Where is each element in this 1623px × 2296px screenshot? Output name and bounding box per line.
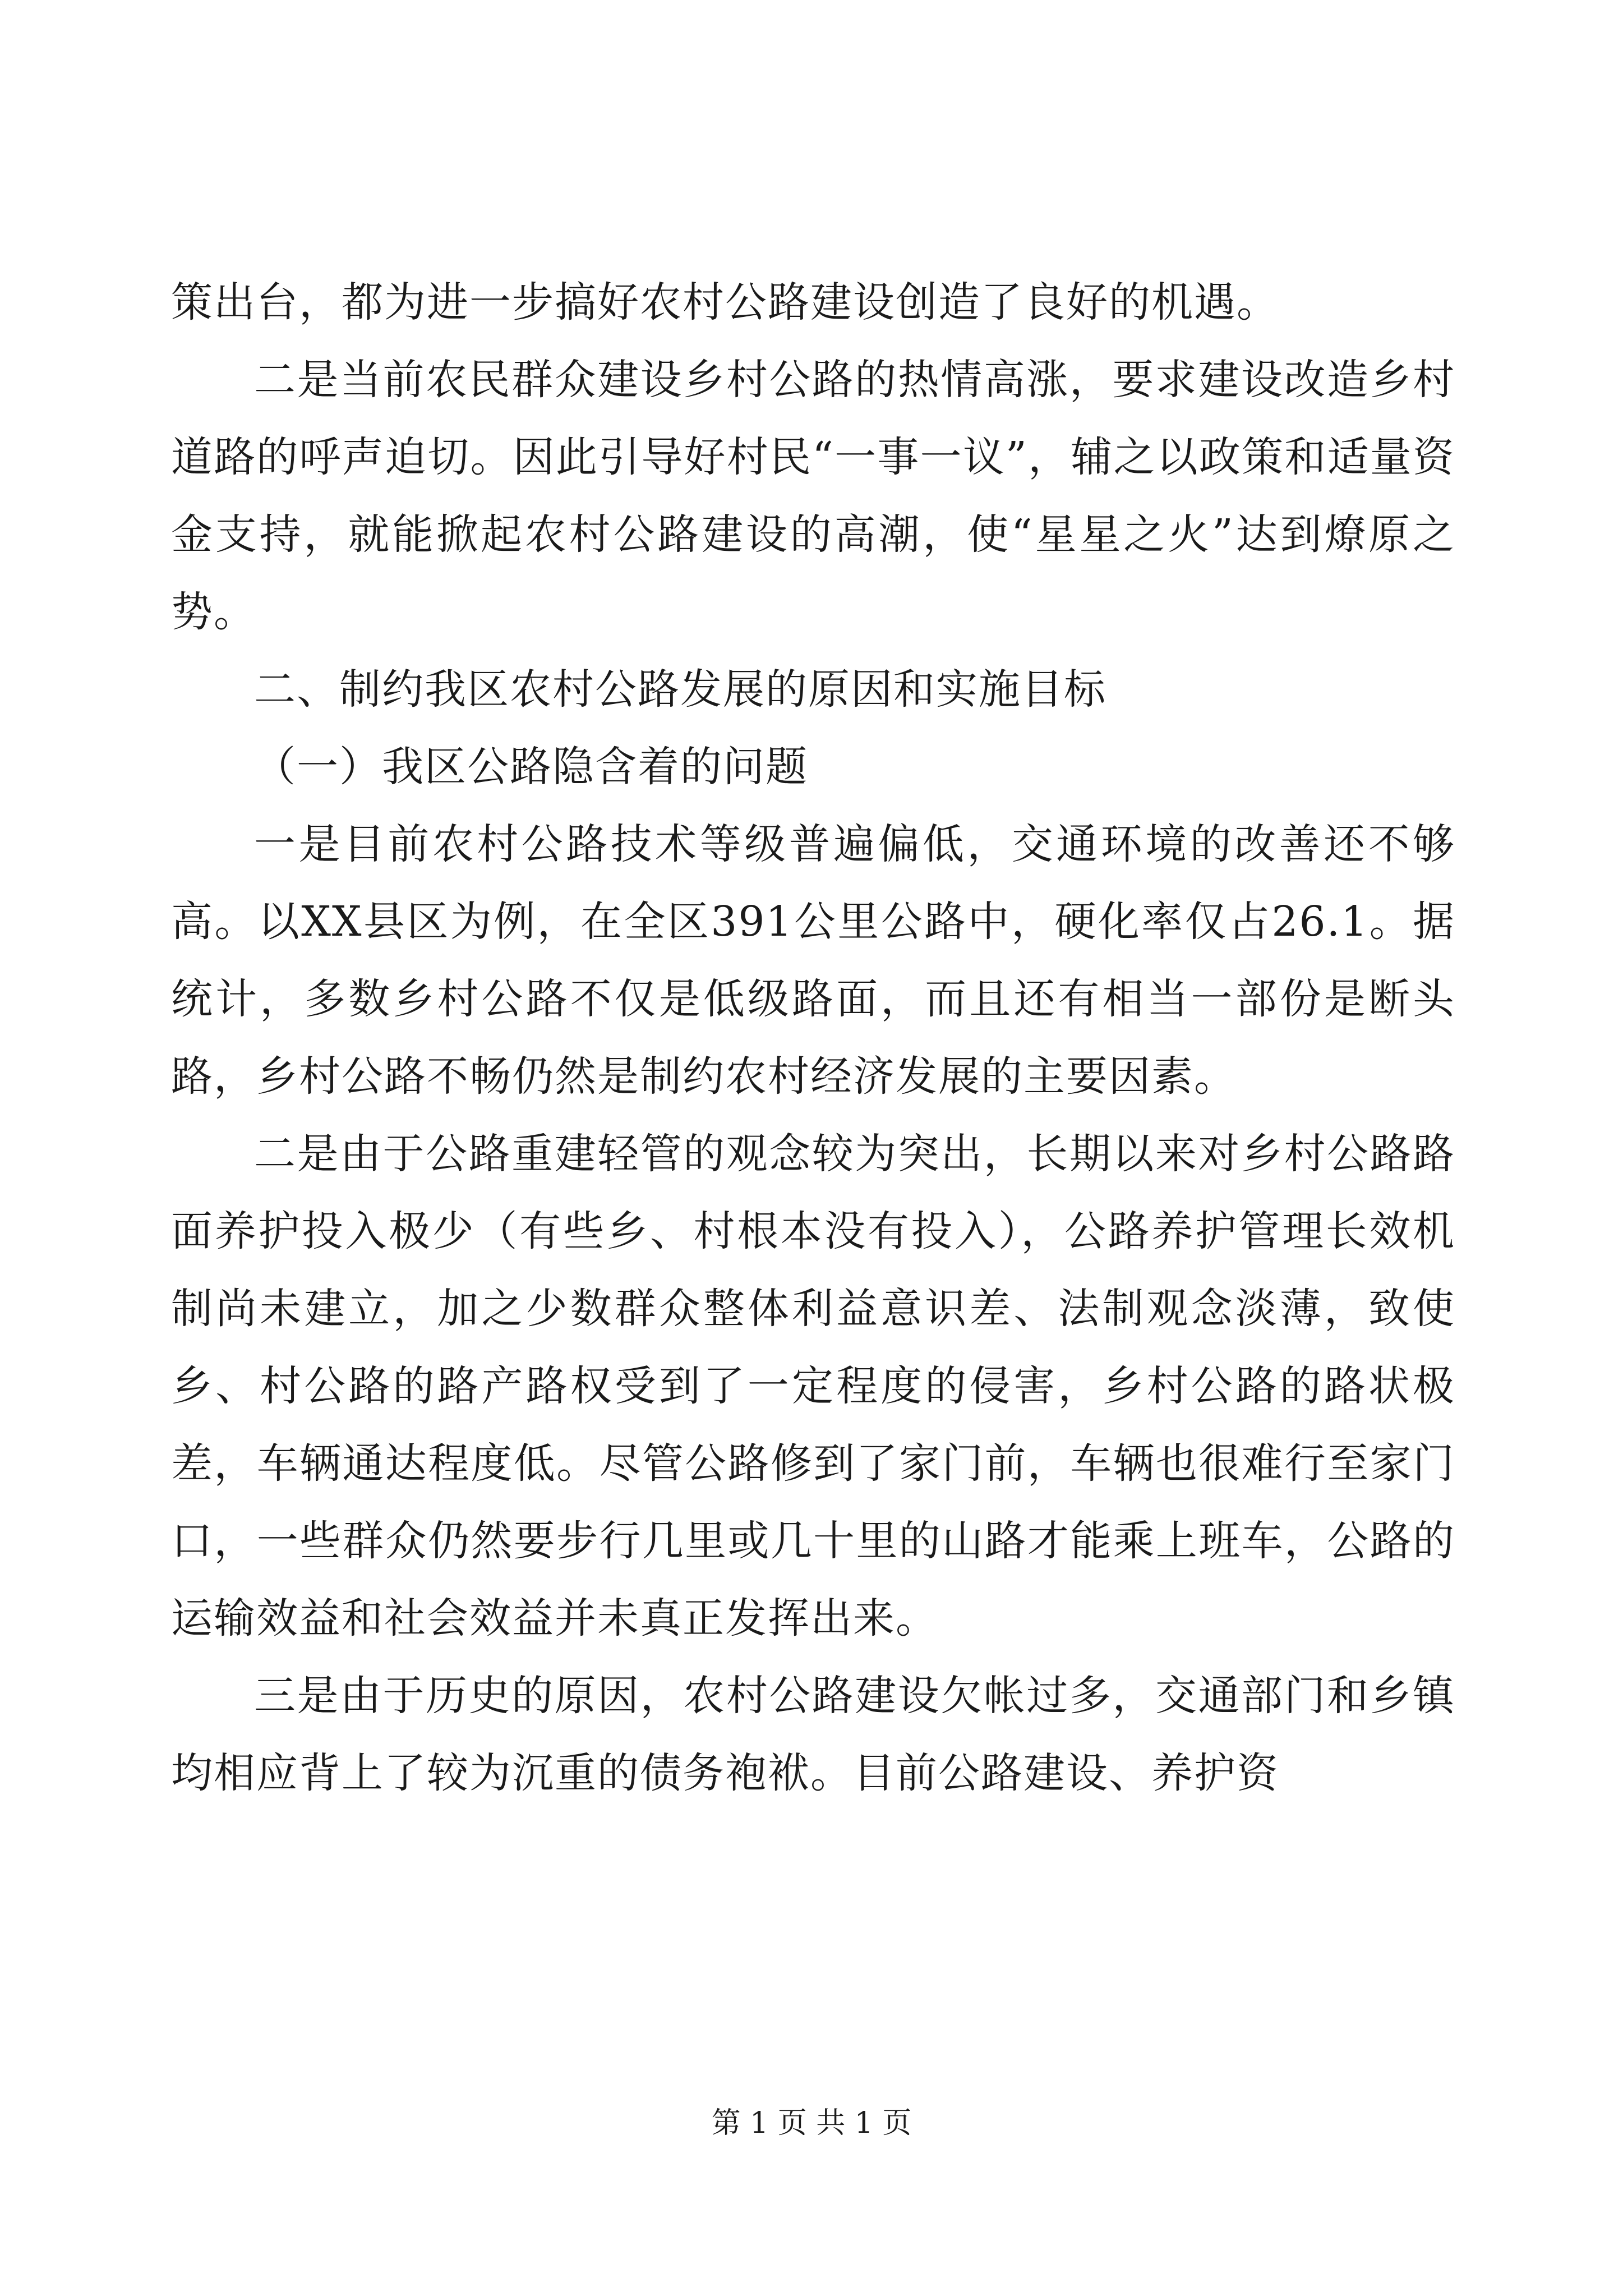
paragraph-issue-three: 三是由于历史的原因，农村公路建设欠帐过多，交通部门和乡镇均相应背上了较为沉重的债务袍袱。目前公路建设、养护资	[171, 1672, 1455, 1797]
subsection-heading: （一）我区公路隐含着的问题	[254, 743, 808, 791]
paragraph-issue-one: 一是目前农村公路技术等级普遍偏低，交通环境的改善还不够高。以XX县区为例，在全区391公里公路中，硬化率仅占26.1。据统计，多数乡村公路不仅是低级路面，而且还有相当一部份是断头路，乡村公路不畅仍然是制约农村经济发展的主要因素。	[171, 820, 1455, 1101]
paragraph-issue-two: 二是由于公路重建轻管的观念较为突出，长期以来对乡村公路路面养护投入极少（有些乡、村根本没有投入），公路养护管理长效机制尚未建立，加之少数群众整体利益意识差、法制观念淡薄，致使乡、村公路的路产路权受到了一定程度的侵害，乡村公路的路状极差，车辆通达程度低。尽管公路修到了家门前，车辆也很难行至家门口，一些群众仍然要步行几里或几十里的山路才能乘上班车，公路的运输效益和社会效益并未真正发挥出来。	[171, 1130, 1455, 1642]
section-heading: 二、制约我区农村公路发展的原因和实施目标	[254, 665, 1106, 714]
document-body	[171, 264, 1455, 1812]
paragraph-continuation: 策出台，都为进一步搞好农村公路建设创造了良好的机遇。	[171, 278, 1279, 326]
page-footer: 第 1 页 共 1 页	[711, 2106, 912, 2140]
paragraph-point-two: 二是当前农民群众建设乡村公路的热情高涨，要求建设改造乡村道路的呼声迫切。因此引导好村民“一事一议”，辅之以政策和适量资金支持，就能掀起农村公路建设的高潮，使“星星之火”达到燎原之势。	[171, 356, 1455, 636]
